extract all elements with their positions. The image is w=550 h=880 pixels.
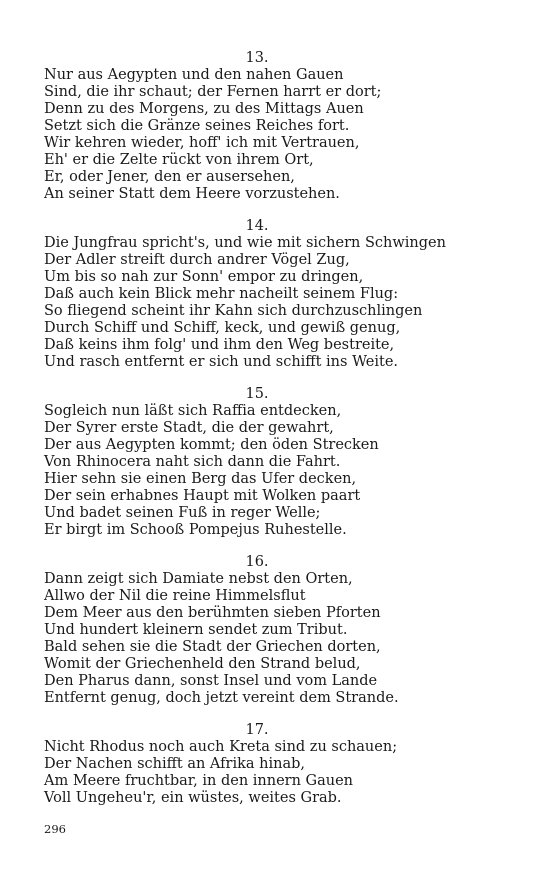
verse-line: Der Syrer erste Stadt, die der gewahrt, xyxy=(44,420,334,436)
verse-line: Daß auch kein Blick mehr nacheilt seinem Flug: xyxy=(44,286,399,302)
verse-line: Den Pharus dann, sonst Insel und vom Lande xyxy=(44,673,378,689)
verse-line: Er, oder Jener, den er ausersehen, xyxy=(44,169,295,185)
stanza-number: 14. xyxy=(245,218,269,234)
verse-line: Sogleich nun läßt sich Raffia entdecken, xyxy=(44,403,342,419)
verse-line: Entfernt genug, doch jetzt vereint dem Strande. xyxy=(44,690,399,706)
stanza xyxy=(44,50,464,203)
verse-line: Wir kehren wieder, hoff' ich mit Vertrauen, xyxy=(44,135,360,151)
verse-line: Und badet seinen Fuß in reger Welle; xyxy=(44,505,321,521)
verse-line: Denn zu des Morgens, zu des Mittags Auen xyxy=(44,101,364,117)
verse-line: Von Rhinocera naht sich dann die Fahrt. xyxy=(44,454,341,470)
verse-line: Und hundert kleinern sendet zum Tribut. xyxy=(44,622,348,638)
verse-line: Er birgt im Schooß Pompejus Ruhestelle. xyxy=(44,522,347,538)
verse-line: Nicht Rhodus noch auch Kreta sind zu schauen; xyxy=(44,739,398,755)
stanza-number: 17. xyxy=(245,722,269,738)
stanza-number: 13. xyxy=(245,50,269,66)
verse-line: Der aus Aegypten kommt; den öden Strecken xyxy=(44,437,379,453)
poem-page xyxy=(44,50,464,822)
verse-line: Durch Schiff und Schiff, keck, und gewiß genug, xyxy=(44,320,401,336)
verse-line: Hier sehn sie einen Berg das Ufer decken, xyxy=(44,471,357,487)
verse-line: Am Meere fruchtbar, in den innern Gauen xyxy=(44,773,354,789)
verse-line: Um bis so nah zur Sonn' empor zu dringen, xyxy=(44,269,364,285)
verse-line: Der Adler streift durch andrer Vögel Zug, xyxy=(44,252,350,268)
verse-line: So fliegend scheint ihr Kahn sich durchzuschlingen xyxy=(44,303,423,319)
verse-line: Allwo der Nil die reine Himmelsflut xyxy=(44,588,306,604)
stanza xyxy=(44,722,464,807)
verse-line: Dem Meer aus den berühmten sieben Pforten xyxy=(44,605,381,621)
verse-line: Der sein erhabnes Haupt mit Wolken paart xyxy=(44,488,361,504)
verse-line: Nur aus Aegypten und den nahen Gauen xyxy=(44,67,344,83)
verse-line: Sind, die ihr schaut; der Fernen harrt er dort; xyxy=(44,84,382,100)
verse-line: Setzt sich die Gränze seines Reiches fort. xyxy=(44,118,350,134)
page-number: 296 xyxy=(44,822,66,836)
verse-line: Der Nachen schifft an Afrika hinab, xyxy=(44,756,305,772)
verse-line: Voll Ungeheu'r, ein wüstes, weites Grab. xyxy=(44,790,342,806)
verse-line: An seiner Statt dem Heere vorzustehen. xyxy=(44,186,340,202)
stanza xyxy=(44,386,464,539)
stanza-number: 16. xyxy=(245,554,269,570)
stanza xyxy=(44,554,464,707)
stanza-number: 15. xyxy=(245,386,269,402)
stanza xyxy=(44,218,464,371)
verse-line: Die Jungfrau spricht's, und wie mit sichern Schwingen xyxy=(44,235,446,251)
verse-line: Womit der Griechenheld den Strand belud, xyxy=(44,656,361,672)
verse-line: Eh' er die Zelte rückt von ihrem Ort, xyxy=(44,152,314,168)
verse-line: Dann zeigt sich Damiate nebst den Orten, xyxy=(44,571,353,587)
verse-line: Daß keins ihm folg' und ihm den Weg bestreite, xyxy=(44,337,395,353)
verse-line: Und rasch entfernt er sich und schifft ins Weite. xyxy=(44,354,399,370)
verse-line: Bald sehen sie die Stadt der Griechen dorten, xyxy=(44,639,381,655)
